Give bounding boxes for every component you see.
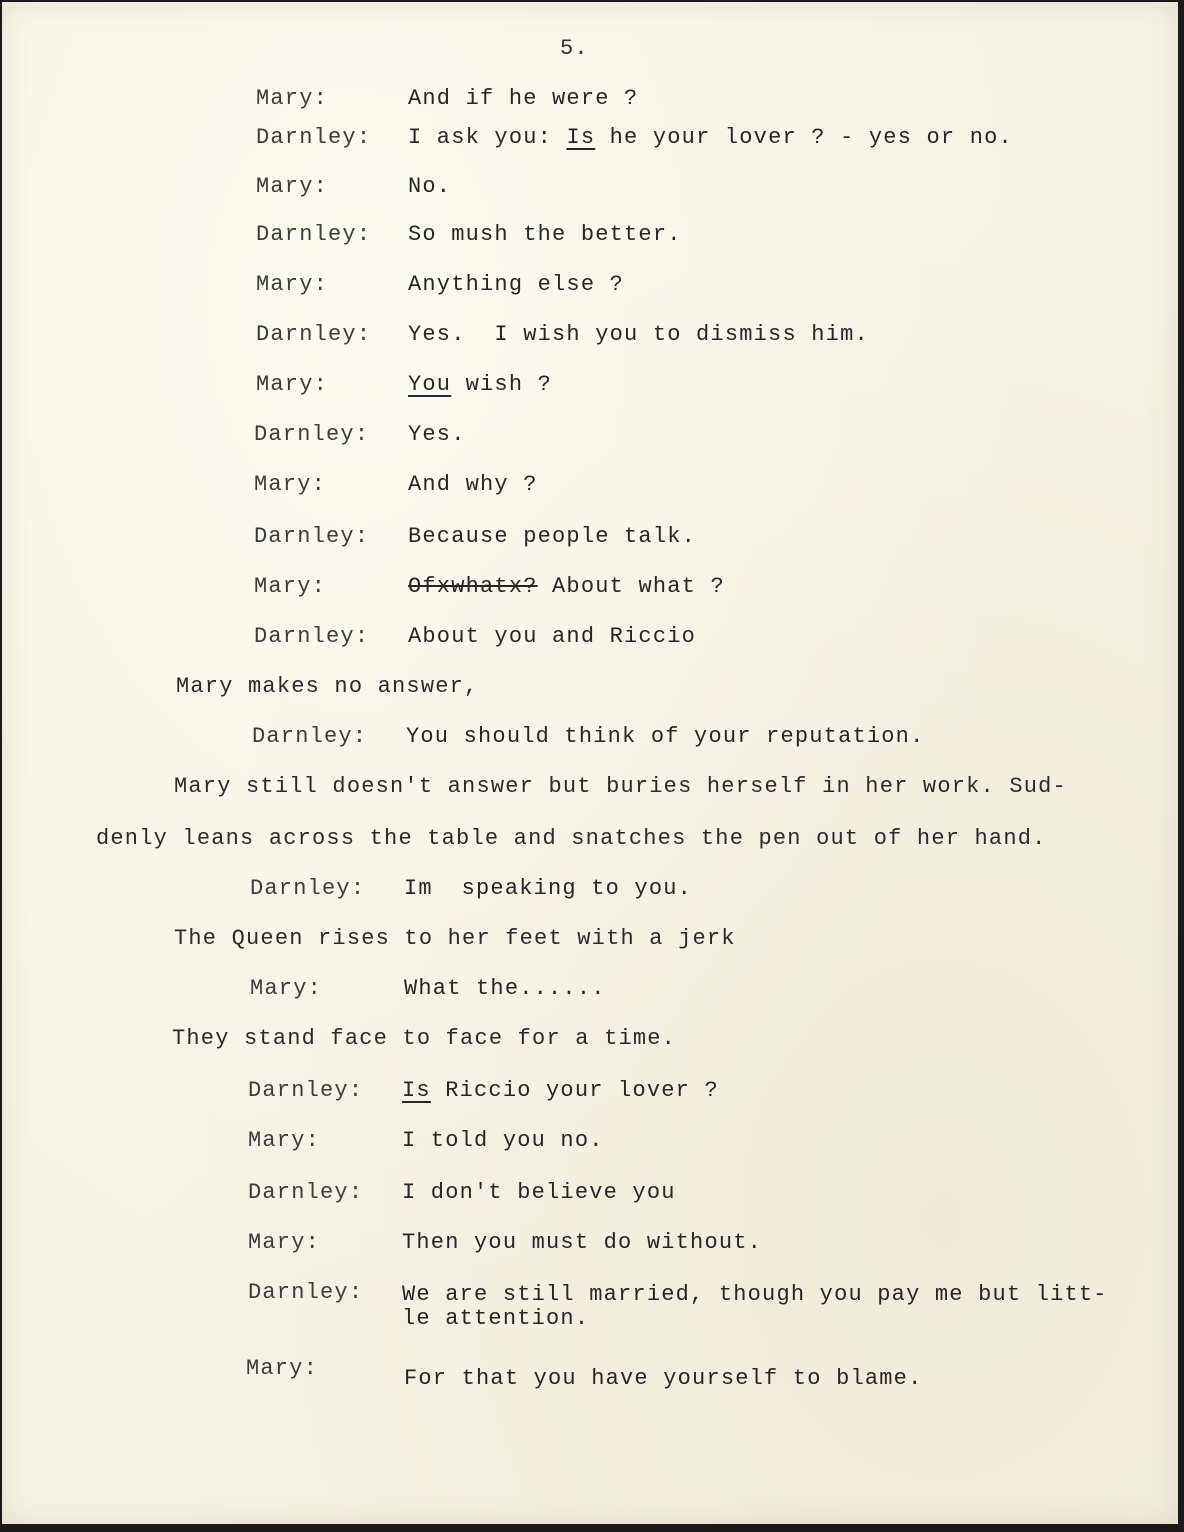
stage-direction: denly leans across the table and snatches the pen out of her hand. [96, 826, 1047, 851]
speaker-label: Darnley: [256, 322, 372, 347]
speaker-label: Mary: [246, 1356, 319, 1381]
speaker-label: Darnley: [250, 876, 366, 901]
speaker-label: Mary: [256, 174, 329, 199]
speaker-label: Darnley: [254, 524, 370, 549]
page-number: 5. [560, 36, 589, 61]
dialog-line: I told you no. [402, 1128, 604, 1153]
speaker-label: Mary: [254, 472, 327, 497]
speaker-label: Darnley: [248, 1078, 364, 1103]
dialog-line: About you and Riccio [408, 624, 697, 649]
stage-direction: The Queen rises to her feet with a jerk [174, 926, 736, 951]
dialog-text: I ask you: [408, 125, 567, 150]
dialog-line: And if he were ? [408, 86, 639, 111]
dialog-line: Anything else ? [408, 272, 625, 297]
dialog-line: No. [408, 174, 452, 199]
dialog-line [408, 576, 725, 598]
speaker-label: Darnley: [254, 624, 370, 649]
dialog-line: Yes. I wish you to dismiss him. [408, 322, 869, 347]
dialog-line: So mush the better. [408, 222, 682, 247]
dialog-line: I don't believe you [402, 1180, 676, 1205]
speaker-label: Mary: [248, 1128, 321, 1153]
speaker-label: Darnley: [248, 1280, 364, 1305]
dialog-line: Then you must do without. [402, 1230, 763, 1255]
dialog-text: he your lover ? - yes or no. [595, 125, 1013, 150]
speaker-label: Mary: [248, 1230, 321, 1255]
dialog-line: Yes. [408, 422, 466, 447]
speaker-label: Mary: [256, 272, 329, 297]
underlined-word: Is [566, 125, 596, 150]
speaker-label: Mary: [254, 574, 327, 599]
speaker-label: Mary: [256, 86, 329, 111]
dialog-text: Riccio your lover ? [430, 1078, 719, 1103]
speaker-label: Mary: [256, 372, 329, 397]
speaker-label: Darnley: [256, 222, 372, 247]
dialog-line [408, 127, 1013, 149]
dialog-line: You should think of your reputation. [406, 724, 925, 749]
speaker-label: Darnley: [252, 724, 368, 749]
dialog-line: Im speaking to you. [404, 876, 693, 901]
dialog-text: About what ? [537, 574, 725, 599]
underlined-word: You [408, 372, 452, 397]
stage-direction: Mary still doesn't answer but buries herself in her work. Sud- [174, 774, 1067, 799]
dialog-line [408, 374, 552, 396]
dialog-line-continuation: le attention. [402, 1306, 590, 1331]
dialog-line: What the...... [404, 976, 606, 1001]
typewritten-page [2, 2, 1178, 1524]
stage-direction: Mary makes no answer, [176, 674, 479, 699]
underlined-word: Is [402, 1078, 431, 1103]
speaker-label: Darnley: [248, 1180, 364, 1205]
dialog-line: For that you have yourself to blame. [404, 1366, 923, 1391]
stage-direction: They stand face to face for a time. [172, 1026, 677, 1051]
struck-out-text: Ofxwhatx? [408, 574, 538, 599]
speaker-label: Darnley: [254, 422, 370, 447]
speaker-label: Mary: [250, 976, 323, 1001]
speaker-label: Darnley: [256, 125, 372, 150]
dialog-line: And why ? [408, 472, 538, 497]
dialog-line [402, 1080, 719, 1102]
dialog-line: Because people talk. [408, 524, 697, 549]
dialog-line: We are still married, though you pay me but litt- [402, 1282, 1108, 1307]
dialog-text: wish ? [451, 372, 553, 397]
